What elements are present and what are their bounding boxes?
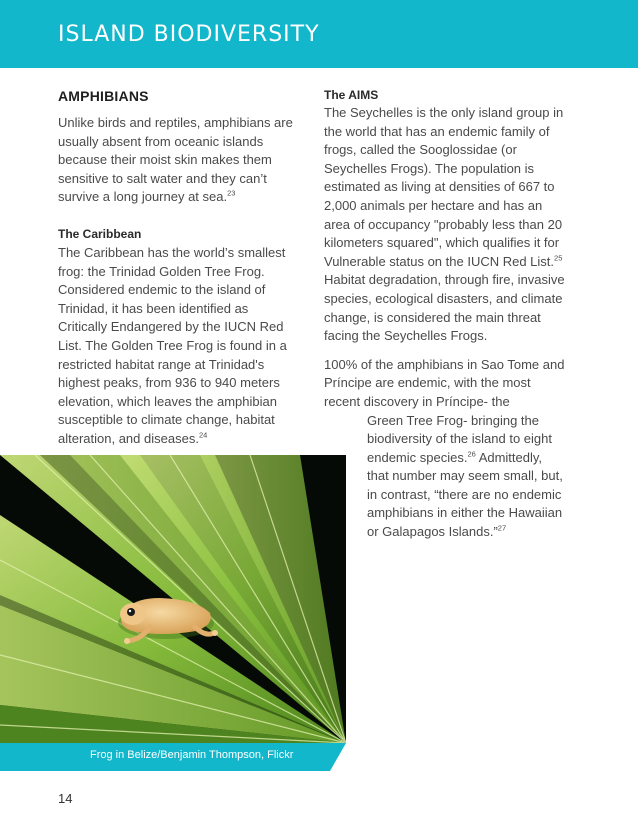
sao-tome-text-2: Green Tree Frog- bringing the biodiversity of the island to eight endemic species.: [367, 412, 552, 465]
sao-tome-text-1: 100% of the amphibians in Sao Tome and Príncipe are endemic, with the most recent discovery in Príncipe- the: [324, 356, 565, 409]
page-section-title: ISLAND BIODIVERSITY: [58, 22, 320, 47]
aims-text-2: Habitat degradation, through fire, invasive species, ecological disasters, and climate change, is considered the main threat facing the Seychelles Frogs.: [324, 272, 565, 344]
right-column: [324, 88, 566, 542]
caribbean-paragraph: [58, 244, 298, 449]
intro-text: Unlike birds and reptiles, amphibians are usually absent from oceanic islands because their moist skin makes them sensitive to salt water and they can’t survive a long journey at sea.: [58, 115, 293, 205]
aims-heading: The AIMS: [324, 88, 379, 102]
intro-paragraph: [58, 114, 298, 207]
footnote-ref-25: 25: [554, 253, 563, 263]
sao-tome-paragraph-wrap: [367, 412, 566, 542]
caribbean-text: The Caribbean has the world’s smallest frog: the Trinidad Golden Tree Frog. Considered endemic to the island of Trinidad, it has been identified as Critically Endangered by the IUCN Red List. The Golden Tree Frog is found in a restricted habitat range at Trinidad's highest peaks, from 936 to 940 meters elevation, which leaves the amphibian susceptible to climate change, habitat alteration, and diseases.: [58, 244, 287, 446]
footnote-ref-23: 23: [227, 189, 236, 199]
footnote-ref-24: 24: [198, 430, 208, 440]
caribbean-heading: The Caribbean: [58, 226, 142, 241]
frog-photo: [0, 455, 346, 743]
left-column: [58, 88, 298, 449]
sao-tome-paragraph: [324, 356, 566, 412]
amphibians-heading: AMPHIBIANS: [58, 88, 149, 104]
aims-text-1: The Seychelles is the only island group in the world that has an endemic family of frogs, called the Sooglossidae (or Seychelles Frogs). The population is estimated as living at densities of 667 to 2,000 animals per hectare and has an area of occupancy "probably less than 20 kilometers squared", which qualifies it for Vulnerable status on the IUCN Red List.: [324, 105, 564, 269]
aims-paragraph: [324, 104, 566, 346]
frog-on-leaf-illustration: [0, 455, 346, 743]
page-number: 14: [58, 791, 73, 806]
footnote-ref-26: 26: [467, 449, 476, 459]
sao-tome-text-3: Admittedly, that number may seem small, but, in contrast, “there are no endemic amphibians in either the Hawaiian or Galapagos Islands.”: [367, 449, 563, 540]
photo-caption: Frog in Belize/Benjamin Thompson, Flickr: [90, 749, 294, 761]
footnote-ref-27: 27: [497, 523, 507, 533]
